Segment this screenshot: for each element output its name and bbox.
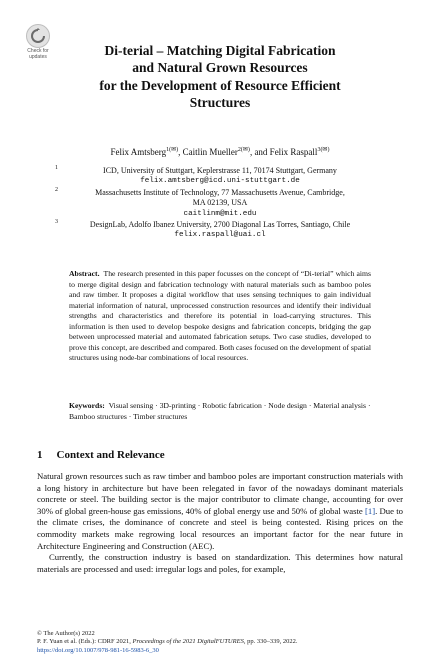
affiliation-1: 1 ICD, University of Stuttgart, Keplerstrasse 11, 70174 Stuttgart, Germany felix.amtsberg@icd.uni-stuttgart.de <box>55 166 385 187</box>
citation-link[interactable]: [1] <box>365 505 376 516</box>
body-text <box>37 471 403 575</box>
paragraph: Natural grown resources such as raw timber and bamboo poles are important construction materials with a long history in architecture but have been relegated in favor of the nowadays dominant materials concrete or steel. The building sector is the major contributor to climate change, accounting for over 30% of global green-house gas emissions, 40% of global energy use and 50% of global waste [1]. Due to the climate crises, the dominance of concrete and steel is being contested. Rising prices on the commodity markets make regrowing local resources an important factor for the near future in Architecture Engineering and Construction (AEC). <box>37 471 403 551</box>
email-link[interactable]: felix.raspall@uai.cl <box>174 231 266 240</box>
check-for-updates-badge[interactable] <box>23 24 53 58</box>
badge-text: Check for updates <box>27 48 49 60</box>
section-heading: 1 Context and Relevance <box>37 449 165 461</box>
doi-link[interactable]: https://doi.org/10.1007/978-981-16-5983-6_30 <box>37 646 159 654</box>
author-list: Felix Amtsberg$^{1(✉)}$, Caitlin Mueller$^{2(✉)}$, and Felix Raspall$^{3(✉)}$ <box>110 147 330 157</box>
footer: © The Author(s) 2022 P. F. Yuan et al. (Eds.): CDRF 2021, Proceedings of the 2021 DigitalFUTURES, pp. 330–339, 2022. https://doi.org/10.1007/978-981-16-5983-6_30 <box>37 630 298 654</box>
refresh-icon <box>26 24 50 48</box>
email-link[interactable]: felix.amtsberg@icd.uni-stuttgart.de <box>140 177 300 186</box>
keywords: Keywords: Visual sensing · 3D-printing · Robotic fabrication · Node design · Material analysis · Bamboo structures · Timber structures <box>69 401 371 421</box>
affiliations <box>55 166 385 242</box>
paper-title: Di-terial – Matching Digital Fabrication and Natural Grown Resources for the Development of Resource Efficient Structures <box>99 43 341 111</box>
paragraph: Currently, the construction industry is based on standardization. This determines how natural materials are processed and used: irregular logs and poles, for example, <box>37 552 403 574</box>
email-link[interactable]: caitlinm@mit.edu <box>183 209 257 218</box>
abstract: Abstract. The research presented in this paper focusses on the concept of “Di-terial” which aims to merge digital design and fabrication technology with natural materials such as bamboo poles and raw timber. It proposes a digital workflow that uses sensing techniques to gain individual material information of natural, unprocessed construction resources and identify their individual strengths and characteristics and therefore its potential in load-carrying structures. This information is then used to develop bespoke designs and fabrication concepts, bridging the gap between unprocessed material and automated fabrication setups. Two case studies, developed to prove this concept, are described and compared. Both cases focused on the development of spatial structures using node-bar combinations of local resources. <box>69 269 371 362</box>
affiliation-3: 3 DesignLab, Adolfo Ibanez University, 2700 Diagonal Las Torres, Santiago, Chile felix.raspall@uai.cl <box>55 220 385 241</box>
affiliation-2: 2 Massachusetts Institute of Technology, 77 Massachusetts Avenue, Cambridge, MA 02139, USA caitlinm@mit.edu <box>55 188 385 219</box>
